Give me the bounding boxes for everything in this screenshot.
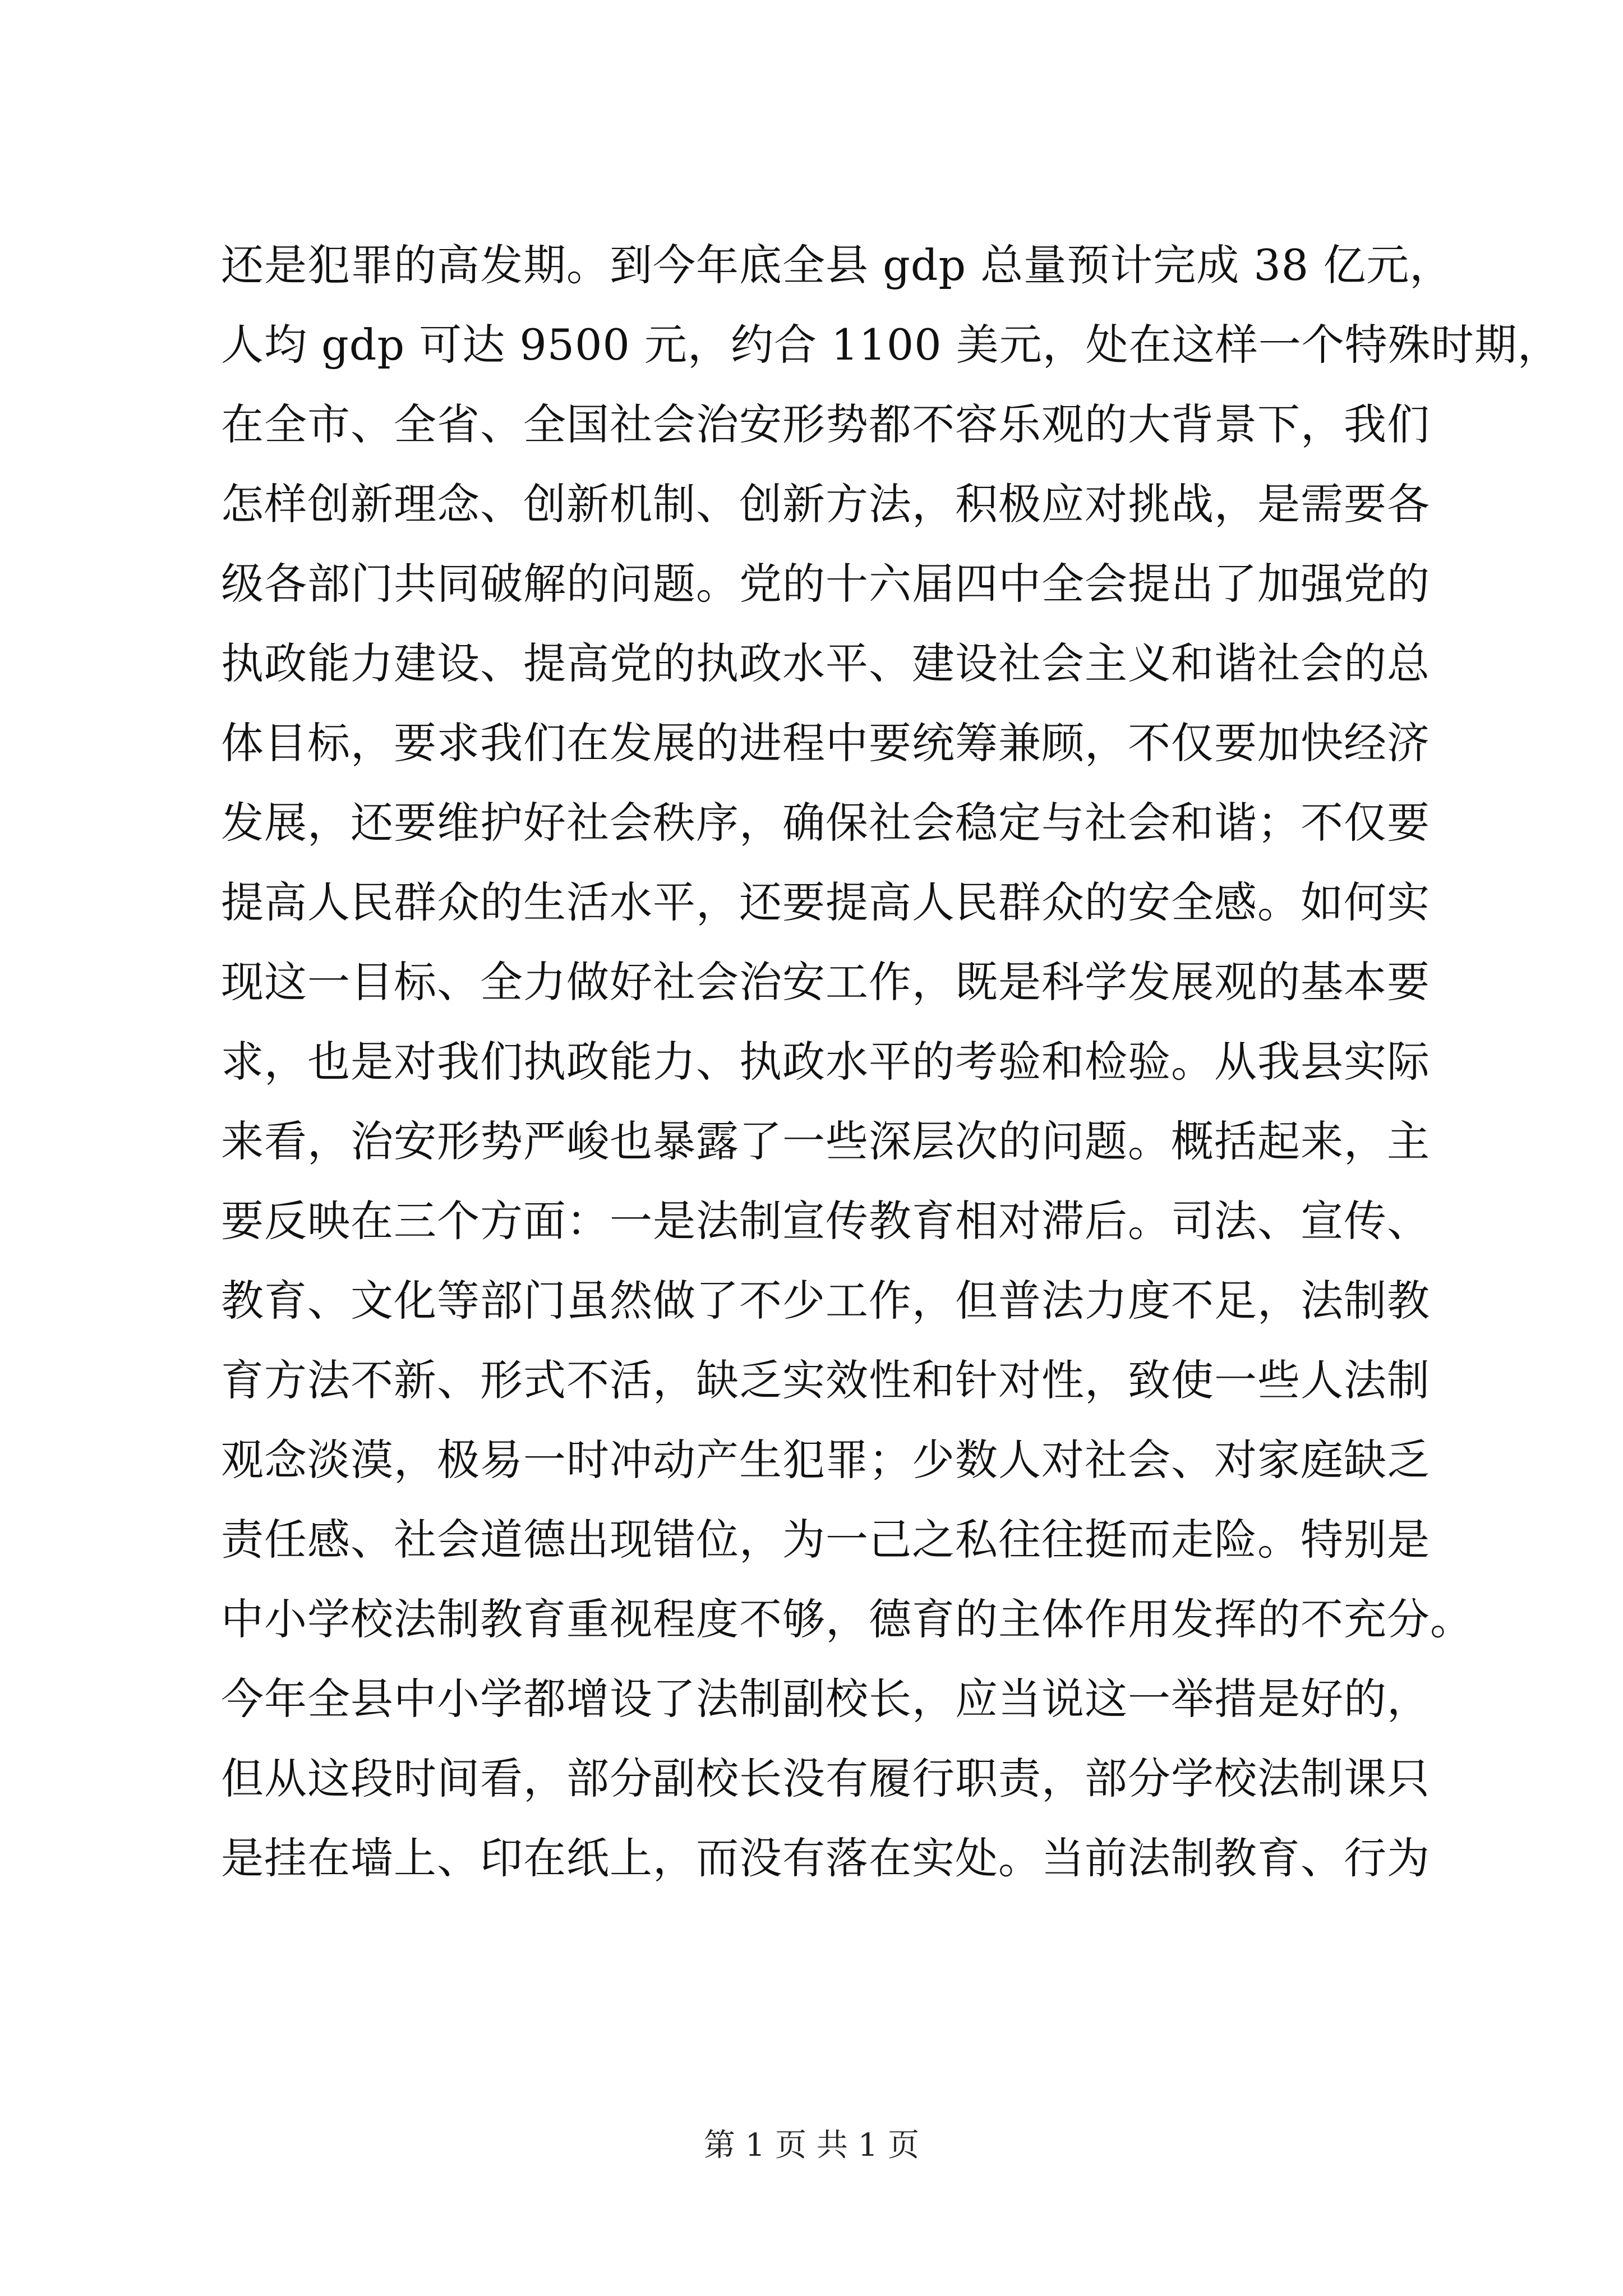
text-line: 要反映在三个方面：一是法制宣传教育相对滞后。司法、宣传、: [221, 1196, 1430, 1246]
text-line: 发展，还要维护好社会秩序，确保社会稳定与社会和谐；不仅要: [221, 798, 1430, 848]
text-line: 提高人民群众的生活水平，还要提高人民群众的安全感。如何实: [221, 877, 1430, 927]
text-line: 体目标，要求我们在发展的进程中要统筹兼顾，不仅要加快经济: [221, 718, 1430, 768]
page-footer: [0, 2126, 1623, 2165]
text-line: 今年全县中小学都增设了法制副校长，应当说这一举措是好的，: [221, 1674, 1430, 1724]
text-line: 级各部门共同破解的问题。党的十六届四中全会提出了加强党的: [221, 559, 1430, 609]
text-line: 是挂在墙上、印在纸上，而没有落在实处。当前法制教育、行为: [221, 1833, 1430, 1883]
body-text: [221, 226, 1561, 1898]
text-line: 育方法不新、形式不活，缺乏实效性和针对性，致使一些人法制: [221, 1355, 1430, 1405]
text-line: 来看，治安形势严峻也暴露了一些深层次的问题。概括起来，主: [221, 1116, 1430, 1166]
text-line: 执政能力建设、提高党的执政水平、建设社会主义和谐社会的总: [221, 638, 1430, 688]
page-number-label: 第 1 页 共 1 页: [703, 2127, 920, 2164]
text-line: 怎样创新理念、创新机制、创新方法，积极应对挑战，是需要各: [221, 479, 1430, 529]
text-line: 现这一目标、全力做好社会治安工作，既是科学发展观的基本要: [221, 957, 1430, 1007]
text-line: 还是犯罪的高发期。到今年底全县 gdp 总量预计完成 38 亿元，: [221, 240, 1453, 290]
text-line: 求，也是对我们执政能力、执政水平的考验和检验。从我县实际: [221, 1037, 1430, 1087]
text-line: 但从这段时间看，部分副校长没有履行职责，部分学校法制课只: [221, 1754, 1430, 1803]
text-line: 中小学校法制教育重视程度不够，德育的主体作用发挥的不充分。: [221, 1594, 1473, 1644]
text-line: 观念淡漠，极易一时冲动产生犯罪；少数人对社会、对家庭缺乏: [221, 1435, 1430, 1485]
text-line: 人均 gdp 可达 9500 元，约合 1100 美元，处在这样一个特殊时期，: [221, 320, 1561, 370]
text-line: 在全市、全省、全国社会治安形势都不容乐观的大背景下，我们: [221, 399, 1430, 449]
text-line: 教育、文化等部门虽然做了不少工作，但普法力度不足，法制教: [221, 1276, 1430, 1326]
text-line: 责任感、社会道德出现错位，为一己之私往往挺而走险。特别是: [221, 1515, 1430, 1565]
